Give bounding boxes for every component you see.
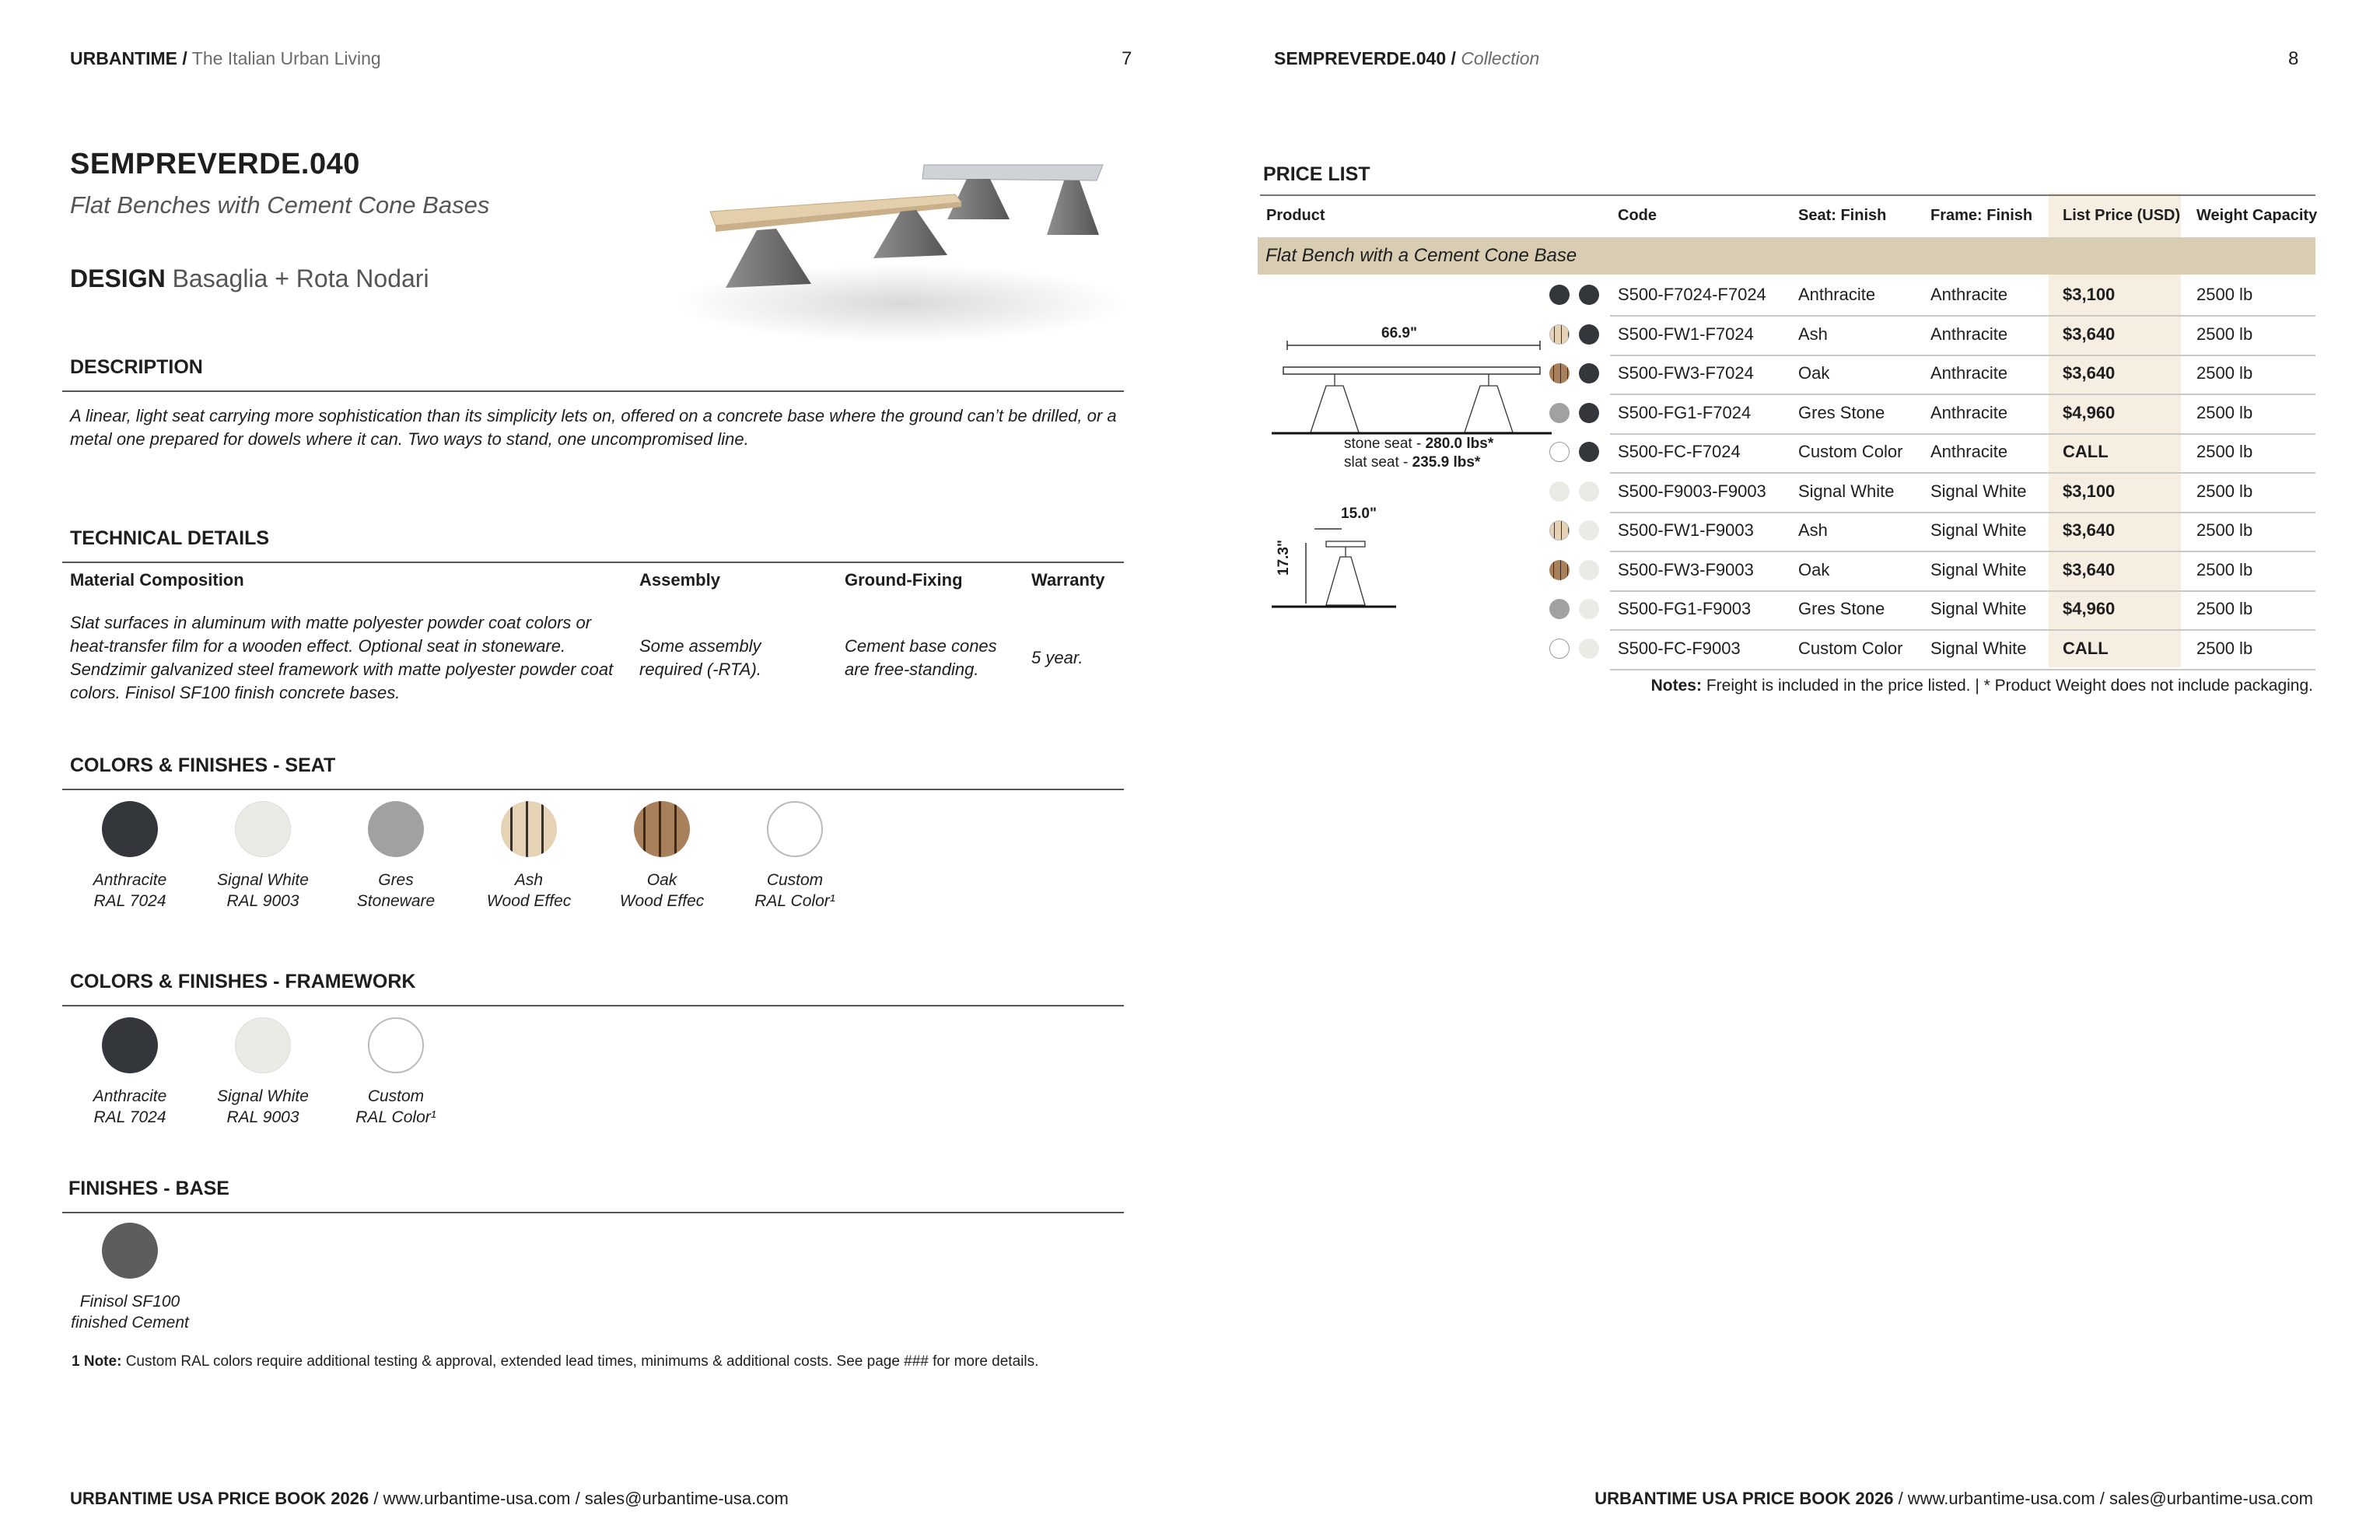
base-finishes-heading: FINISHES - BASE: [68, 1178, 229, 1199]
header-brand: SEMPREVERDE.040: [1274, 48, 1447, 68]
divider: [62, 562, 1124, 563]
slat-weight-value: 235.9 lbs*: [1412, 454, 1481, 471]
finish-label: [330, 1086, 462, 1128]
cell-price: $3,100: [2063, 481, 2116, 501]
finish-name: Signal White: [217, 871, 309, 889]
table-row: [1610, 355, 2315, 395]
finish-code: Wood Effec: [486, 892, 572, 910]
header-tagline: The Italian Urban Living: [191, 48, 381, 68]
cell-weight: 2500 lb: [2196, 324, 2253, 344]
cell-weight: 2500 lb: [2196, 402, 2253, 422]
frame-swatch-dot: [1579, 285, 1599, 305]
header-separator: /: [1451, 48, 1456, 68]
finish-code: RAL Color¹: [754, 892, 835, 910]
frame-finishes-heading: COLORS & FINISHES - FRAMEWORK: [70, 971, 416, 992]
page-header: [1274, 48, 1539, 69]
col-product: Product: [1266, 207, 1325, 224]
seat-finishes-heading: COLORS & FINISHES - SEAT: [70, 754, 336, 776]
table-row: [1610, 590, 2315, 631]
cell-code: S500-FG1-F9003: [1618, 599, 1752, 618]
finish-swatch: [767, 801, 823, 857]
frame-swatch-dot: [1579, 324, 1599, 345]
finish-label: [330, 870, 462, 912]
tech-material-value: Slat surfaces in aluminum with matte polyester powder coat colors or heat-transfer film for a wooden effect. Optional seat in stoneware. Sendzimir galvanized steel framework with matte polyester powder coat colors. Finisol SF100 finish concrete bases.: [70, 613, 614, 702]
cell-code: S500-FW1-F7024: [1618, 324, 1754, 344]
right-page: [1190, 0, 2380, 1540]
description-heading: DESCRIPTION: [70, 356, 203, 378]
cell-frame: Signal White: [1930, 520, 2027, 540]
product-image: [667, 148, 1126, 342]
frame-swatch-dot: [1579, 442, 1599, 462]
frame-swatch-dot: [1579, 520, 1599, 541]
finish-label: [64, 1291, 196, 1333]
finish-name: Signal White: [217, 1087, 309, 1105]
header-tagline: Collection: [1461, 48, 1540, 68]
cell-seat: Custom Color: [1798, 442, 1903, 461]
finish-name: Custom: [766, 871, 824, 889]
finish-label: [596, 870, 728, 912]
finish-label: [197, 1086, 329, 1128]
stone-weight-label: stone seat -: [1344, 436, 1422, 452]
finish-name: Finisol SF100: [79, 1293, 180, 1311]
finish-code: RAL 7024: [93, 1108, 166, 1126]
cell-frame: Anthracite: [1930, 442, 2008, 461]
technical-heading: TECHNICAL DETAILS: [70, 527, 270, 549]
notes-text: Freight is included in the price listed. | * Product Weight does not include packaging.: [1706, 677, 2313, 695]
cell-code: S500-FG1-F7024: [1618, 402, 1752, 422]
divider: [62, 1212, 1124, 1213]
finish-swatch: [102, 801, 158, 857]
footnote-label: 1 Note:: [72, 1353, 122, 1370]
cell-frame: Anthracite: [1930, 324, 2008, 344]
col-weight-capacity: Weight Capacity: [2196, 207, 2318, 224]
cell-weight: 2500 lb: [2196, 481, 2253, 501]
category-row: [1258, 237, 2315, 275]
cell-seat: Gres Stone: [1798, 599, 1885, 618]
page-number: 7: [1122, 48, 1132, 69]
col-frame-finish: Frame: Finish: [1930, 207, 2033, 224]
footer-contact: / www.urbantime-usa.com / sales@urbantime-usa.com: [1898, 1489, 2313, 1508]
tech-col-warranty: Warranty: [1031, 570, 1105, 590]
seat-swatch-dot: [1549, 639, 1570, 659]
frame-swatch-dot: [1579, 560, 1599, 580]
cell-seat: Custom Color: [1798, 638, 1903, 658]
finish-name: Anthracite: [93, 1087, 167, 1105]
divider: [62, 1005, 1124, 1006]
cell-price: CALL: [2063, 442, 2109, 461]
table-row: [1610, 433, 2315, 474]
table-top-rule: [1260, 194, 2315, 196]
tech-col-material: Material Composition: [70, 570, 244, 590]
finish-code: RAL 9003: [226, 1108, 299, 1126]
table-row: [1610, 394, 2315, 435]
slat-weight-line: [1344, 454, 1480, 471]
tech-col-ground-fixing: Ground-Fixing: [845, 570, 963, 590]
cell-weight: 2500 lb: [2196, 520, 2253, 540]
finish-swatch: [368, 1017, 424, 1073]
finish-swatch: [235, 801, 291, 857]
divider: [62, 390, 1124, 392]
finish-name: Oak: [646, 871, 677, 889]
header-separator: /: [182, 48, 187, 68]
cell-weight: 2500 lb: [2196, 599, 2253, 618]
finish-code: finished Cement: [71, 1314, 189, 1332]
cell-seat: Ash: [1798, 324, 1828, 344]
page-footer: [70, 1489, 789, 1509]
table-row: [1610, 512, 2315, 552]
page-header: [70, 48, 381, 69]
cell-seat: Gres Stone: [1798, 402, 1885, 422]
cell-weight: 2500 lb: [2196, 442, 2253, 461]
finish-swatch: [501, 801, 557, 857]
cell-price: CALL: [2063, 638, 2109, 658]
cell-code: S500-FW1-F9003: [1618, 520, 1754, 540]
finish-name: Ash: [514, 871, 544, 889]
finish-name: Anthracite: [93, 871, 167, 889]
cell-frame: Signal White: [1930, 638, 2027, 658]
cell-frame: Signal White: [1930, 559, 2027, 579]
table-row: [1610, 551, 2315, 592]
table-row: [1610, 316, 2315, 356]
cell-price: $4,960: [2063, 402, 2116, 422]
cell-seat: Oak: [1798, 559, 1830, 579]
cell-frame: Signal White: [1930, 481, 2027, 501]
finish-label: [64, 1086, 196, 1128]
page-footer-right: [1594, 1489, 2313, 1509]
cell-frame: Signal White: [1930, 599, 2027, 618]
cell-price: $3,640: [2063, 363, 2116, 383]
finish-label: [463, 870, 595, 912]
cell-code: S500-FC-F7024: [1618, 442, 1741, 461]
design-label: DESIGN: [70, 264, 166, 292]
cell-frame: Anthracite: [1930, 363, 2008, 383]
finish-name: Custom: [367, 1087, 425, 1105]
cell-weight: 2500 lb: [2196, 285, 2253, 304]
cell-weight: 2500 lb: [2196, 363, 2253, 383]
cell-frame: Anthracite: [1930, 402, 2008, 422]
cell-price: $3,640: [2063, 520, 2116, 540]
col-list-price: List Price (USD): [2063, 207, 2181, 224]
tech-ground-fixing-value: Cement base cones are free-standing.: [845, 636, 997, 679]
cell-weight: 2500 lb: [2196, 638, 2253, 658]
cell-code: S500-FW3-F7024: [1618, 363, 1754, 383]
footer-brand: URBANTIME USA PRICE BOOK 2026: [70, 1489, 369, 1508]
description-text: A linear, light seat carrying more sophistication than its simplicity lets on, offered on a concrete base where the ground can’t be drilled, or a metal one prepared for dowels where it can. Two ways to stand, one uncompromised line.: [70, 406, 1117, 449]
price-notes: [1651, 677, 2313, 695]
cell-code: S500-F9003-F9003: [1618, 481, 1766, 501]
seat-swatch-dot: [1549, 285, 1570, 305]
finish-code: RAL Color¹: [355, 1108, 436, 1126]
tech-warranty-value: 5 year.: [1031, 648, 1083, 667]
table-row: [1610, 630, 2315, 670]
finish-label: [729, 870, 861, 912]
slat-weight-label: slat seat -: [1344, 454, 1409, 471]
cell-code: S500-F7024-F7024: [1618, 285, 1766, 304]
cell-price: $4,960: [2063, 599, 2116, 618]
footnote-text: Custom RAL colors require additional testing & approval, extended lead times, minimums & additional costs. See page ### for more details.: [125, 1353, 1039, 1370]
stone-weight-line: [1344, 436, 1493, 453]
table-row: [1610, 276, 2315, 317]
product-subtitle: Flat Benches with Cement Cone Bases: [70, 191, 490, 219]
col-code: Code: [1618, 207, 1657, 224]
cell-seat: Signal White: [1798, 481, 1895, 501]
dim-length: 66.9": [1381, 325, 1417, 341]
finish-swatch: [102, 1017, 158, 1073]
frame-swatch-dot: [1579, 639, 1599, 659]
notes-label: Notes:: [1650, 677, 1702, 695]
footer-brand: URBANTIME USA PRICE BOOK 2026: [1594, 1489, 1894, 1508]
cell-seat: Ash: [1798, 520, 1828, 540]
cell-code: S500-FC-F9003: [1618, 638, 1741, 658]
price-list-heading: PRICE LIST: [1263, 163, 1370, 185]
cell-price: $3,100: [2063, 285, 2116, 304]
stone-weight-value: 280.0 lbs*: [1425, 436, 1494, 452]
frame-swatch-dot: [1579, 481, 1599, 502]
cell-weight: 2500 lb: [2196, 559, 2253, 579]
dim-height: 17.3": [1276, 540, 1292, 576]
footer-contact: / www.urbantime-usa.com / sales@urbantime-usa.com: [373, 1489, 789, 1508]
tech-assembly-value: Some assembly required (-RTA).: [639, 636, 761, 679]
cell-code: S500-FW3-F9003: [1618, 559, 1754, 579]
cell-seat: Anthracite: [1798, 285, 1876, 304]
finish-name: Gres: [378, 871, 414, 889]
finish-code: RAL 9003: [226, 892, 299, 910]
col-seat-finish: Seat: Finish: [1798, 207, 1887, 224]
table-row: [1610, 473, 2315, 513]
finish-label: [64, 870, 196, 912]
divider: [62, 789, 1124, 790]
finish-swatch: [102, 1223, 158, 1279]
frame-swatch-dot: [1579, 403, 1599, 423]
finish-code: Stoneware: [356, 892, 436, 910]
footnote: [72, 1353, 1038, 1370]
cell-seat: Oak: [1798, 363, 1830, 383]
finish-code: Wood Effec: [619, 892, 705, 910]
product-title: SEMPREVERDE.040: [70, 148, 360, 180]
finish-code: RAL 7024: [93, 892, 166, 910]
finish-swatch: [235, 1017, 291, 1073]
designers: Basaglia + Rota Nodari: [172, 264, 429, 292]
finish-swatch: [368, 801, 424, 857]
finish-label: [197, 870, 329, 912]
frame-swatch-dot: [1579, 599, 1599, 619]
cell-frame: Anthracite: [1930, 285, 2008, 304]
frame-swatch-dot: [1579, 363, 1599, 383]
finish-swatch: [634, 801, 690, 857]
tech-col-assembly: Assembly: [639, 570, 720, 590]
category-label: Flat Bench with a Cement Cone Base: [1265, 245, 1577, 266]
page-number: 8: [2288, 48, 2299, 69]
dim-depth: 15.0": [1341, 506, 1377, 522]
header-brand: URBANTIME: [70, 48, 177, 68]
cell-price: $3,640: [2063, 324, 2116, 344]
cell-price: $3,640: [2063, 559, 2116, 579]
design-credit: [70, 264, 429, 293]
